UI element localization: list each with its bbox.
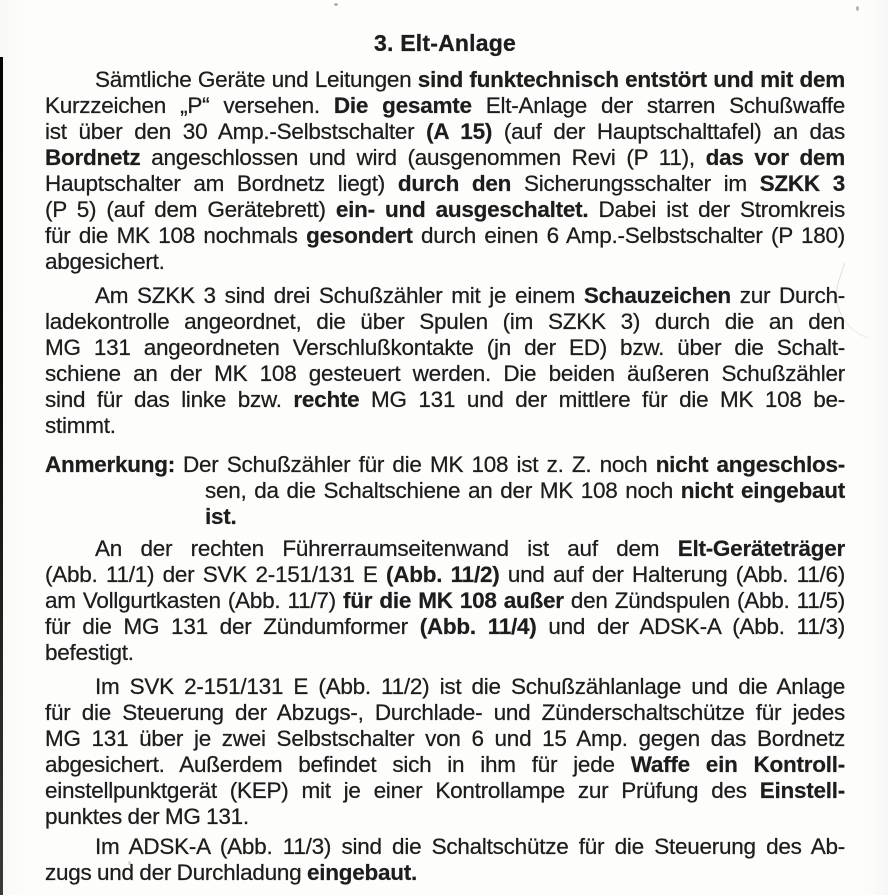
bold-text-segment: sind funktechnisch entstört und mit dem xyxy=(417,67,846,92)
para-intro-power-supply xyxy=(45,67,845,275)
bold-text-segment: Bordnetz xyxy=(45,145,141,170)
text-segment: (Abb. 11/1) der SVK 2-151/131 E xyxy=(45,562,387,587)
anmerkung-note xyxy=(45,452,845,530)
text-line xyxy=(45,93,845,119)
text-segment: einstellpunktgerät (KEP) mit je einer Kontrollampe zur Prüfung des xyxy=(45,778,760,803)
bold-text-segment: für die MK 108 außer xyxy=(342,588,564,613)
section-title: 3. Elt-Anlage xyxy=(374,30,516,56)
text-line xyxy=(183,478,845,530)
text-line xyxy=(45,283,845,309)
bold-text-segment: Waffe ein Kontroll- xyxy=(630,752,845,777)
text-line xyxy=(45,536,845,562)
text-segment: (auf der Hauptschalttafel) an das xyxy=(492,119,845,144)
text-line xyxy=(45,562,845,588)
text-line xyxy=(45,834,845,860)
text-line xyxy=(45,145,845,171)
text-segment: und der ADSK-A (Abb. 11/3) xyxy=(536,614,846,639)
text-line xyxy=(45,387,845,413)
text-line xyxy=(45,309,845,335)
text-segment: Der Schußzähler für die MK 108 ist z. Z. noch xyxy=(183,452,656,477)
text-segment: sen, da die Schaltschiene an der MK 108 noch xyxy=(205,478,681,503)
text-segment: für die MG 131 der Zündumformer xyxy=(45,614,420,639)
text-segment: stimmt. xyxy=(45,413,116,438)
text-segment: Im ADSK-A (Abb. 11/3) sind die Schaltschütze für die Steuerung des Ab- xyxy=(95,834,845,859)
bold-text-segment: (Abb. 11/4) xyxy=(419,614,537,639)
para-geraete-montage xyxy=(45,536,845,666)
text-line xyxy=(45,67,845,93)
bold-text-segment: ein- und ausgeschaltet. xyxy=(335,197,589,222)
text-segment: sind für das linke bzw. xyxy=(45,387,294,412)
bold-text-segment: Elt-Geräteträger xyxy=(677,536,845,561)
text-segment: (P 5) (auf dem Gerätebrett) xyxy=(45,197,336,222)
text-segment: Hauptschalter am Bordnetz liegt) xyxy=(45,171,398,196)
bold-text-segment: durch den xyxy=(397,171,512,196)
bold-text-segment: Die gesamte xyxy=(333,93,472,118)
text-line xyxy=(45,860,845,886)
text-segment: Elt-Anlage der starren Schußwaffe xyxy=(471,93,846,118)
bold-text-segment: Einstell- xyxy=(759,778,845,803)
para-svk-absicherung xyxy=(45,674,845,830)
text-segment: An der rechten Führerraumseitenwand ist auf dem xyxy=(95,536,678,561)
text-segment: durch einen 6 Amp.-Selbstschalter (P 180) xyxy=(412,223,845,248)
text-segment: angeschlossen und wird (ausgenommen Revi (P 11), xyxy=(140,145,706,170)
text-segment: für die Steuerung der Abzugs-, Durchlade- und Zünderschaltschütze für jedes xyxy=(45,700,845,725)
text-line xyxy=(183,452,845,478)
text-segment: Am SZKK 3 sind drei Schußzähler mit je einem xyxy=(95,283,584,308)
text-segment: Sicherungsschalter im xyxy=(511,171,760,196)
bold-text-segment: das vor dem xyxy=(705,145,845,170)
text-line xyxy=(45,804,845,830)
bold-text-segment: nicht eingebaut ist. xyxy=(205,478,845,529)
bold-text-segment: rechte xyxy=(293,387,360,412)
text-segment: den Zündspulen (Abb. 11/5) xyxy=(563,588,845,613)
document-body xyxy=(45,67,845,886)
text-line xyxy=(45,778,845,804)
text-segment: ist über den 30 Amp.-Selbstschalter xyxy=(45,119,427,144)
bold-text-segment: gesondert xyxy=(306,223,413,248)
text-line xyxy=(45,171,845,197)
text-line xyxy=(45,223,845,249)
text-segment: zur Durch- xyxy=(730,283,845,308)
bold-text-segment: (A 15) xyxy=(426,119,493,144)
bold-text-segment: nicht angeschlos- xyxy=(655,452,845,477)
text-segment: ladekontrolle angeordnet, die über Spulen (im SZKK 3) durch die an den xyxy=(45,309,845,334)
text-segment: abgesichert. xyxy=(45,249,165,274)
text-segment: Dabei ist der Stromkreis xyxy=(588,197,845,222)
text-line xyxy=(45,335,845,361)
text-segment: MG 131 und der mittlere für die MK 108 be- xyxy=(359,387,845,412)
text-line xyxy=(45,249,845,275)
text-line xyxy=(45,197,845,223)
text-line xyxy=(45,726,845,752)
text-segment: Kurzzeichen „P“ versehen. xyxy=(45,93,334,118)
bold-text-segment: SZKK 3 xyxy=(759,171,845,196)
text-line xyxy=(45,614,845,640)
text-segment: zugs und der Durchladung xyxy=(45,860,307,885)
text-line xyxy=(45,640,845,666)
text-line xyxy=(45,674,845,700)
para-adsk-schaltschuetze xyxy=(45,834,845,886)
bold-text-segment: (Abb. 11/2) xyxy=(386,562,500,587)
text-segment: am Vollgurtkasten (Abb. 11/7) xyxy=(45,588,343,613)
anmerkung-note-text xyxy=(183,452,845,530)
para-schusszaehler-anordnung xyxy=(45,283,845,439)
text-segment: Im SVK 2-151/131 E (Abb. 11/2) ist die Schußzählanlage und die Anlage xyxy=(95,674,845,699)
bold-text-segment: Schauzeichen xyxy=(583,283,731,308)
text-segment: für die MK 108 nochmals xyxy=(45,223,307,248)
text-line xyxy=(45,361,845,387)
text-segment: befestigt. xyxy=(45,640,134,665)
anmerkung-note-label: Anmerkung: xyxy=(45,452,176,477)
text-line xyxy=(45,752,845,778)
text-segment: abgesichert. Außerdem befindet sich in ihm für jede xyxy=(45,752,631,777)
text-segment: MG 131 über je zwei Selbstschalter von 6 und 15 Amp. gegen das Bordnetz xyxy=(45,726,845,751)
text-segment: Sämtliche Geräte und Leitungen xyxy=(95,67,418,92)
bold-text-segment: eingebaut. xyxy=(306,860,417,885)
text-segment: schiene an der MK 108 gesteuert werden. Die beiden äußeren Schußzähler xyxy=(45,361,845,386)
text-line xyxy=(45,588,845,614)
text-line xyxy=(45,413,845,439)
text-segment: MG 131 angeordneten Verschlußkontakte (jn der ED) bzw. über die Schalt- xyxy=(45,335,845,360)
text-line xyxy=(45,119,845,145)
text-segment: punktes der MG 131. xyxy=(45,804,249,829)
text-segment: und auf der Halterung (Abb. 11/6) xyxy=(499,562,845,587)
text-line xyxy=(45,700,845,726)
